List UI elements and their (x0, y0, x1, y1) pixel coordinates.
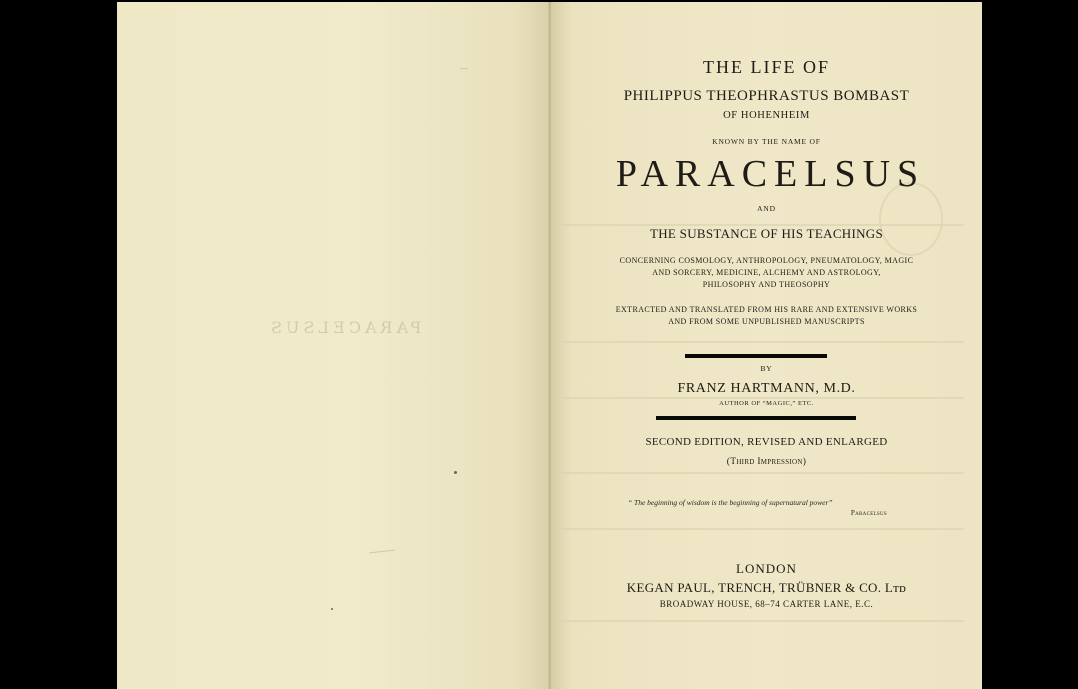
author-name: FRANZ HARTMANN, M.D. (677, 381, 856, 396)
show-through-text: PARACELSUS (267, 318, 422, 337)
epigraph: “ The beginning of wisdom is the beginning of supernatural power” (628, 498, 833, 507)
publisher-address: BROADWAY HOUSE, 68–74 CARTER LANE, E.C. (659, 599, 874, 609)
author-credits: AUTHOR OF “MAGIC,” ETC. (719, 400, 814, 407)
impression-line: (Third Impression) (726, 457, 807, 467)
show-through-line (561, 341, 964, 343)
divider-rule (656, 416, 856, 420)
paper-scratch (460, 68, 468, 69)
title-line-known: KNOWN BY THE NAME OF (712, 137, 821, 146)
main-title: PARACELSUS (615, 153, 926, 195)
title-line-name: PHILIPPUS THEOPHRASTUS BOMBAST (623, 88, 910, 104)
paper-scratch (369, 550, 395, 554)
topics-line: AND SORCERY, MEDICINE, ALCHEMY AND ASTROLOGY, (652, 268, 881, 277)
title-line-life: THE LIFE OF (703, 57, 830, 77)
epigraph-attribution: Paracelsus (850, 509, 887, 517)
publication-place: LONDON (736, 561, 797, 576)
show-through-line (561, 620, 964, 622)
book-spread (117, 2, 982, 689)
divider-rule (685, 354, 827, 358)
show-through-line (561, 472, 964, 474)
source-line: EXTRACTED AND TRANSLATED FROM HIS RARE AND EXTENSIVE WORKS (615, 305, 918, 314)
source-line: AND FROM SOME UNPUBLISHED MANUSCRIPTS (668, 317, 865, 326)
ink-speck (454, 471, 457, 474)
title-line-by: BY (760, 364, 773, 373)
edition-line: SECOND EDITION, REVISED AND ENLARGED (645, 436, 888, 448)
ink-speck (331, 608, 333, 610)
topics-line: CONCERNING COSMOLOGY, ANTHROPOLOGY, PNEUMATOLOGY, MAGIC (619, 256, 914, 265)
show-through-line (561, 397, 964, 399)
topics-line: PHILOSOPHY AND THEOSOPHY (702, 280, 831, 289)
left-page (117, 2, 551, 689)
title-line-and: AND (757, 204, 776, 213)
publisher: KEGAN PAUL, TRENCH, TRÜBNER & CO. Lᴛᴅ (626, 580, 907, 595)
title-line-hohenheim: OF HOHENHEIM (723, 110, 810, 121)
title-page (551, 2, 982, 689)
show-through-line (561, 528, 964, 530)
subtitle: THE SUBSTANCE OF HIS TEACHINGS (649, 226, 884, 241)
topics-block (551, 255, 982, 291)
source-block (551, 304, 982, 328)
